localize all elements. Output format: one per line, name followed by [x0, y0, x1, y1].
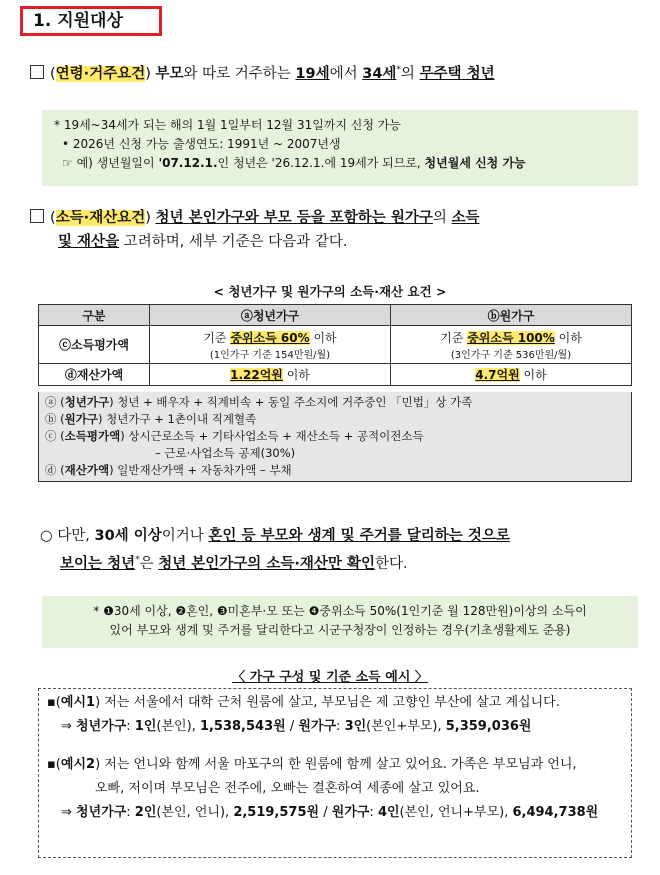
- text: 중위소득 60%: [230, 330, 310, 345]
- example-caption: [0, 666, 660, 685]
- requirement-label: 소득·재산요건: [55, 210, 146, 226]
- text: (3인가구 기준 536만원/월): [450, 349, 572, 361]
- text: 혼인 등 부모와 생계 및 주거를 달리하는 것으로: [208, 528, 510, 544]
- row-label: ⓒ소득평가액: [39, 326, 150, 364]
- text: ) 일반재산가액 + 자동차가액 – 부채: [109, 463, 292, 477]
- text: 이거나: [161, 528, 204, 544]
- footnote-mark: *: [135, 555, 140, 565]
- text: ☞ 예) 생년월일이: [62, 156, 159, 170]
- example-2-line2: 오빠, 저이며 부모님은 전주에, 오빠는 결혼하여 세종에 살고 있어요.: [95, 781, 480, 796]
- text: ⓐ (: [45, 395, 65, 409]
- note-line: * ❶30세 이상, ❷혼인, ❸미혼부·모 또는 ❹중위소득 50%(1인기준 월 128만원)이상의 소득이: [93, 604, 587, 618]
- text: 3인: [344, 719, 367, 734]
- age-to: 34세: [362, 65, 397, 82]
- text: 의: [400, 65, 415, 82]
- text: 와 따로 거주하는: [183, 65, 291, 82]
- text: ▪(: [47, 695, 61, 710]
- text: (본인, 언니+부모),: [399, 805, 513, 820]
- text: 기준: [440, 330, 464, 345]
- requirements-table: [38, 304, 632, 386]
- definition-line: [45, 428, 625, 445]
- header-cell: ⓐ청년가구: [150, 305, 391, 326]
- text: 에서: [329, 65, 358, 82]
- definition-line: [45, 394, 625, 411]
- text: 인 청년은 '26.12.1.에 19세가 되므로,: [217, 156, 425, 170]
- text: (본인),: [156, 719, 200, 734]
- example-2: [47, 753, 623, 777]
- text: :: [126, 719, 135, 734]
- text: 예시1: [60, 695, 96, 710]
- target-text: 무주택 청년: [419, 65, 495, 82]
- text: 한다.: [374, 555, 408, 572]
- checkbox-icon: [30, 209, 44, 223]
- text: 이하: [523, 368, 547, 382]
- text: 원가구: [331, 805, 370, 820]
- table-cell: [150, 326, 391, 364]
- header-cell: 구분: [39, 305, 150, 326]
- checkbox-icon: [30, 65, 44, 79]
- table-cell: [150, 364, 391, 386]
- text: 청년가구: [64, 395, 110, 409]
- text: '07.12.1.: [158, 156, 218, 170]
- age-from: 19세: [295, 65, 330, 82]
- text: ⓒ (: [45, 429, 65, 443]
- text: :: [336, 719, 345, 734]
- exception-note-box: [42, 596, 638, 648]
- arrow-icon: ⇒: [61, 719, 72, 734]
- text: /: [285, 719, 299, 734]
- text: 다만,: [57, 528, 90, 544]
- section-title: 1. 지원대상: [20, 6, 162, 36]
- close-paren: ): [145, 210, 151, 226]
- circle-bullet: ○: [40, 528, 53, 544]
- example-2-result: [47, 801, 623, 825]
- text: 원가구: [64, 412, 98, 426]
- text: ⓓ (: [45, 463, 65, 477]
- text: (본인+부모),: [366, 719, 446, 734]
- text: 1.22억원: [230, 368, 283, 382]
- row-label: ⓓ재산가액: [39, 364, 150, 386]
- text: :: [369, 805, 378, 820]
- text: ) 저는 언니와 함께 서울 마포구의 한 원룸에 함께 살고 있어요. 가족은 부모님과 언니,: [95, 757, 577, 772]
- text: 2인: [134, 805, 157, 820]
- header-cell: ⓑ원가구: [391, 305, 632, 326]
- text: 1인: [134, 719, 157, 734]
- text: :: [126, 805, 135, 820]
- arrow-icon: ⇒: [61, 805, 72, 820]
- table-cell: [391, 326, 632, 364]
- text: 소득평가액: [64, 429, 121, 443]
- text: 1,538,543원: [199, 719, 286, 734]
- text: 이하: [558, 330, 582, 345]
- open-paren: (: [50, 65, 56, 82]
- text: 청년가구: [76, 805, 127, 820]
- text: 2,519,575원: [233, 805, 320, 820]
- text: 30세 이상: [94, 528, 162, 544]
- table-cell: [391, 364, 632, 386]
- footnote-mark: *: [396, 65, 401, 75]
- text: 청년 본인가구와 부모 등을 포함하는 원가구: [155, 210, 433, 226]
- note-line: 있어 부모와 생계 및 주거를 달리한다고 시군구청장이 인정하는 경우(기초생활제도 준용): [109, 623, 571, 637]
- text: 청년월세 신청 가능: [424, 156, 526, 170]
- example-1-result: [47, 715, 623, 739]
- text: 청년 본인가구의 소득·재산만 확인: [158, 555, 375, 572]
- text: 보이는 청년: [60, 555, 136, 572]
- text: 청년가구: [76, 719, 127, 734]
- text: 재산가액: [64, 463, 110, 477]
- item-income-asset: [30, 206, 640, 254]
- text: 고려하며, 세부 기준은 다음과 같다.: [123, 234, 348, 250]
- table-caption: < 청년가구 및 원가구의 소득·재산 요건 >: [213, 284, 447, 299]
- text: 중위소득 100%: [467, 330, 555, 345]
- text: 이하: [286, 368, 310, 382]
- examples-box: [38, 688, 632, 858]
- parent-text: 부모: [155, 65, 184, 82]
- definition-line: [45, 462, 625, 479]
- item-age-residence: [30, 58, 640, 86]
- text: 〈 가구 구성 및 기준 소득 예시 〉: [232, 670, 428, 685]
- note-line: • 2026년 신청 가능 출생연도: 1991년 ~ 2007년생: [62, 137, 341, 151]
- text: 예시2: [60, 757, 96, 772]
- text: ) 저는 서울에서 대학 근처 원룸에 살고, 부모님은 제 고향인 부산에 살고 계십니다.: [95, 695, 560, 710]
- note-line: * 19세~34세가 되는 해의 1월 1일부터 12월 31일까지 신청 가능: [54, 118, 401, 132]
- close-paren: ): [145, 65, 151, 82]
- text: (본인, 언니),: [156, 805, 234, 820]
- text: 원가구: [298, 719, 337, 734]
- item-exception: [40, 524, 640, 576]
- text: ) 청년 + 배우자 + 직계비속 + 동일 주소지에 거주중인 「민법」상 가족: [109, 395, 473, 409]
- text: ) 상시근로소득 + 기타사업소득 + 재산소득 + 공적이전소득: [120, 429, 424, 443]
- text: 6,494,738원: [512, 805, 599, 820]
- text: /: [319, 805, 332, 820]
- text: ⓑ (: [45, 412, 65, 426]
- note-line: [54, 154, 626, 173]
- text: 의: [432, 210, 447, 226]
- open-paren: (: [50, 210, 56, 226]
- text: 이하: [313, 330, 337, 345]
- requirement-label: 연령·거주요건: [55, 65, 146, 82]
- definition-line: [45, 411, 625, 428]
- text: 4인: [377, 805, 400, 820]
- definitions-box: [38, 392, 632, 482]
- text: (1인가구 기준 154만원/월): [209, 349, 331, 361]
- age-note-box: [42, 110, 638, 186]
- definition-line: – 근로·사업소득 공제(30%): [155, 446, 296, 460]
- example-1: [47, 691, 623, 715]
- text: ) 청년가구 + 1촌이내 직계혈족: [97, 412, 257, 426]
- text: ▪(: [47, 757, 61, 772]
- text: 및 재산을: [58, 234, 120, 250]
- text: 은: [139, 555, 154, 572]
- text: 4.7억원: [475, 368, 520, 382]
- text: 5,359,036원: [445, 719, 532, 734]
- text: 소득: [451, 210, 480, 226]
- text: 기준: [203, 330, 227, 345]
